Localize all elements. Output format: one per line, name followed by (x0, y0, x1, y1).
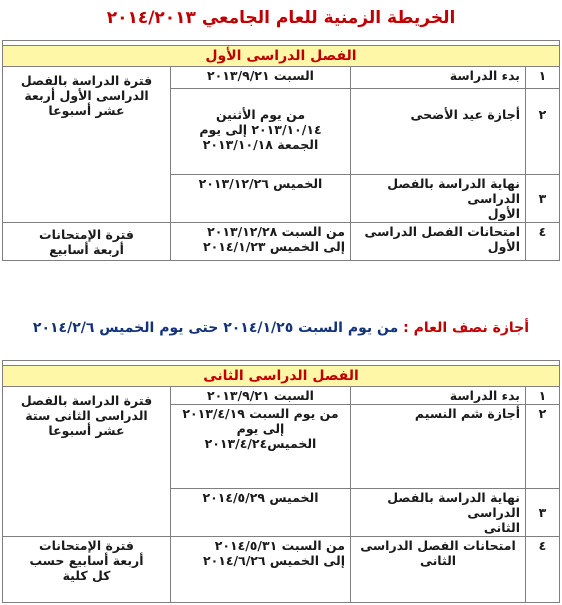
event-cell (351, 67, 526, 89)
date-line: من يوم الأثنين (215, 107, 306, 122)
semester-title: الفصل الدراسى الثانى (3, 366, 560, 387)
event-line: أجازة شم النسيم (414, 406, 520, 421)
event-line: امتحانات الفصل الدراسى الأول (364, 224, 520, 254)
date-line: من السبت ٢٠١٣/١٢/٢٨ (207, 224, 345, 239)
event-cell (351, 89, 526, 175)
event-cell (351, 405, 526, 489)
event-cell (351, 489, 526, 537)
date-line: ٢٠١٣/١٠/١٤ إلى يوم (199, 122, 322, 137)
event-line: الأول (487, 206, 520, 221)
date-cell (171, 223, 351, 261)
date-cell (171, 405, 351, 489)
row-number: ١ (526, 67, 560, 89)
period-line: عشر أسبوعا (48, 103, 125, 118)
row-number: ٣ (526, 175, 560, 223)
period-line: فترة الدراسة بالفصل (20, 393, 153, 408)
event-line: بدء الدراسة (449, 68, 520, 83)
midyear-label: أجازة نصف العام : (403, 320, 530, 336)
exam-period-cell (3, 223, 171, 261)
second-semester-table (2, 360, 560, 603)
period-line: عشر أسبوعا (48, 423, 125, 438)
date-cell (171, 89, 351, 175)
date-cell (171, 175, 351, 223)
table-row (3, 223, 560, 261)
event-cell (351, 387, 526, 405)
period-line: الدراسى الأول أربعة (24, 88, 149, 103)
date-line: الخميس ٢٠١٤/٥/٢٩ (202, 490, 319, 505)
first-semester-table (2, 40, 560, 261)
date-line: إلى يوم (236, 421, 285, 436)
midyear-text: من يوم السبت ٢٠١٤/١/٢٥ حتى يوم الخميس ٢٠١٤/٢/٦ (32, 320, 399, 336)
row-number: ٣ (526, 489, 560, 537)
date-line: إلى الخميس ٢٠١٤/٦/٢٦ (202, 553, 345, 568)
date-cell (171, 387, 351, 405)
date-line: السبت ٢٠١٣/٩/٢١ (207, 388, 314, 403)
date-cell (171, 537, 351, 603)
table-row (3, 387, 560, 405)
row-number: ٢ (526, 405, 560, 489)
event-line: بدء الدراسة (449, 388, 520, 403)
study-period-cell (3, 67, 171, 223)
event-cell (351, 175, 526, 223)
table-row (3, 67, 560, 89)
period-line: أربعة أسابيع (49, 241, 124, 257)
semester-title: الفصل الدراسى الأول (3, 46, 560, 67)
period-line: الدراسى الثانى ستة (25, 408, 148, 423)
page-title: الخريطة الزمنية للعام الجامعي ٢٠١٤/٢٠١٣ (106, 8, 456, 28)
event-line: أجازة عيد الأضحى (410, 107, 520, 122)
date-line: السبت ٢٠١٣/٩/٢١ (207, 68, 314, 83)
period-line: فترة الدراسة بالفصل (20, 73, 153, 88)
event-line: نهاية الدراسة بالفصل الدراسى (387, 176, 520, 206)
midyear-holiday (0, 319, 562, 337)
date-line: إلى الخميس ٢٠١٤/١/٢٣ (202, 239, 345, 254)
exam-period-cell (3, 537, 171, 603)
period-line: فترة الإمتحانات (39, 538, 134, 553)
period-line: كل كلية (62, 568, 111, 583)
date-line: من يوم السبت ٢٠١٣/٤/١٩ (182, 406, 339, 421)
row-number: ٤ (526, 537, 560, 603)
event-line: امتحانات الفصل الدراسى (360, 538, 516, 553)
date-cell (171, 67, 351, 89)
event-line: الثانى (483, 520, 520, 535)
period-line: أربعة أسابيع حسب (29, 553, 144, 568)
date-cell (171, 489, 351, 537)
event-line: الثانى (419, 553, 457, 568)
event-line: نهاية الدراسة بالفصل الدراسى (387, 490, 520, 520)
date-line: الخميس٢٠١٣/٤/٢٤ (204, 436, 317, 451)
date-line: من السبت ٢٠١٤/٥/٣١ (214, 538, 345, 553)
row-number: ٢ (526, 89, 560, 175)
table-row (3, 537, 560, 603)
event-cell (351, 223, 526, 261)
period-line: فترة الإمتحانات (39, 226, 134, 242)
event-cell (351, 537, 526, 603)
date-line: الخميس ٢٠١٣/١٢/٢٦ (198, 176, 323, 191)
row-number: ٤ (526, 223, 560, 261)
row-number: ١ (526, 387, 560, 405)
study-period-cell (3, 387, 171, 537)
date-line: الجمعة ٢٠١٣/١٠/١٨ (202, 137, 319, 152)
